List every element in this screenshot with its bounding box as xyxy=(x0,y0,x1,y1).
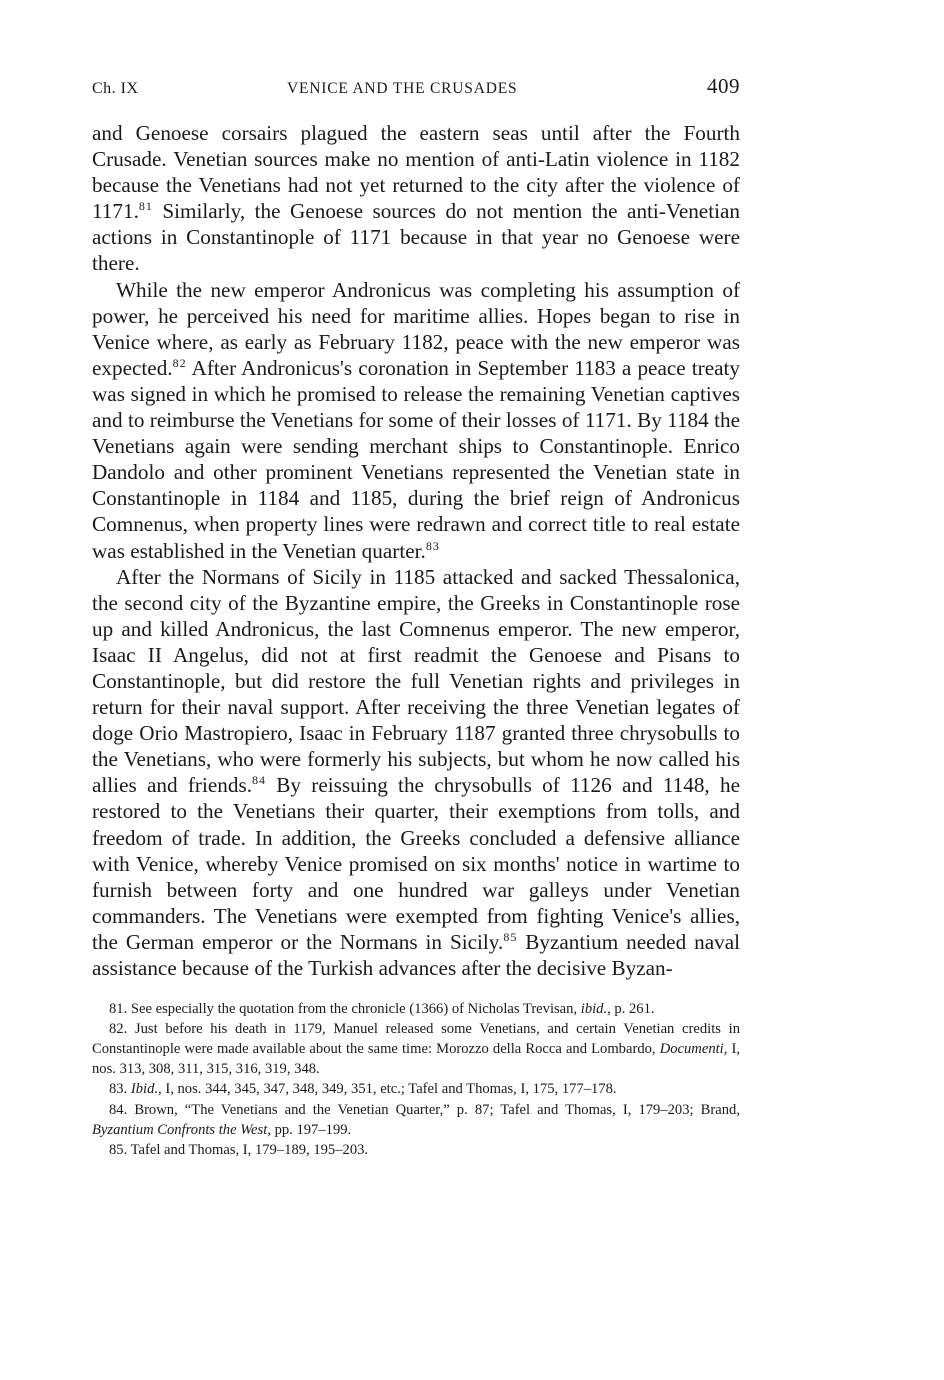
body-text xyxy=(92,120,740,981)
paragraph-1-text-cont: Similarly, the Genoese sources do not mention the anti-Venetian actions in Constantinople of 1171 because in that year no Genoese were there. xyxy=(92,199,740,276)
footnote-84-italic: Byzantium Confronts the West, xyxy=(92,1121,271,1138)
running-head xyxy=(92,74,740,104)
footnote-82-text: 82. Just before his death in 1179, Manuel released some Venetians, and certain Venetian credits in Constantinople were made available about the same time: Morozzo della Rocca and Lombardo, xyxy=(92,1021,740,1058)
footnote-83 xyxy=(92,1079,740,1099)
footnote-ref-85: 85 xyxy=(503,929,518,944)
footnote-81-end: p. 261. xyxy=(610,1001,655,1018)
footnote-84 xyxy=(92,1100,740,1140)
chapter-label: Ch. IX xyxy=(92,80,139,97)
footnote-ref-81: 81 xyxy=(138,199,153,214)
footnote-ref-82: 82 xyxy=(172,355,187,370)
footnote-85: 85. Tafel and Thomas, I, 179–189, 195–203. xyxy=(109,1141,369,1158)
paragraph-3-text-cont: By reissuing the chrysobulls of 1126 and 1148, he restored to the Venetians their quarter, their exemptions from tolls, and freedom of trade. In addition, the Greeks concluded a defensive alliance with Venice, whereby Venice promised on six months' notice in wartime to furnish between forty and one hundred war galleys under Venetian commanders. The Venetians were exempted from fighting Venice's allies, the German emperor or the Normans in Sicily. xyxy=(92,773,740,954)
paragraph-3-text: After the Normans of Sicily in 1185 attacked and sacked Thessalonica, the second city of the Byzantine empire, the Greeks in Constantinople rose up and killed Andronicus, the last Comnenus emperor. The new emperor, Isaac II Angelus, did not at first readmit the Genoese and Pisans to Constantinople, but did restore the full Venetian rights and privileges in return for their naval support. After receiving the three Venetian legates of doge Orio Mastropiero, Isaac in February 1187 granted three chrysobulls to the Venetians, who were formerly his subjects, but whom he now called his allies and friends. xyxy=(92,564,740,798)
footnotes xyxy=(92,999,740,1160)
paragraph-1-text: and Genoese corsairs plagued the eastern seas until after the Fourth Crusade. Venetian sources make no mention of anti-Latin violence in 1182 because the Venetians had not yet returned to the city after the violence of 1171. xyxy=(92,121,740,224)
running-title: VENICE AND THE CRUSADES xyxy=(287,80,518,97)
footnote-83-italic: Ibid., xyxy=(130,1081,162,1098)
footnote-81 xyxy=(92,999,740,1019)
footnote-81-text: 81. See especially the quotation from the chronicle (1366) of Nicholas Trevisan, xyxy=(109,1001,581,1018)
footnote-83-end: I, nos. 344, 345, 347, 348, 349, 351, etc.; Tafel and Thomas, I, 175, 177–178. xyxy=(161,1081,617,1098)
book-page xyxy=(92,74,740,1160)
paragraph-2-text: While the new emperor Andronicus was completing his assumption of power, he perceived his need for maritime allies. Hopes began to rise in Venice where, as early as February 1182, peace with the new emperor was expected. xyxy=(92,277,740,380)
paragraph-3 xyxy=(92,564,740,982)
footnote-ref-83: 83 xyxy=(425,538,440,553)
footnote-83-text: 83. xyxy=(109,1081,131,1098)
footnote-81-italic: ibid., xyxy=(580,1001,611,1018)
paragraph-2 xyxy=(92,277,740,564)
footnote-ref-84: 84 xyxy=(252,773,266,788)
footnote-84-end: pp. 197–199. xyxy=(270,1121,352,1138)
page-number: 409 xyxy=(707,74,740,98)
paragraph-3-text-end: Byzantium needed naval assistance because of the Turkish advances after the decisive Byzan- xyxy=(92,929,740,980)
footnote-82-end: I, nos. 313, 308, 311, 315, 316, 319, 348. xyxy=(92,1041,740,1078)
footnote-82 xyxy=(92,1019,740,1079)
footnote-84-text: 84. Brown, “The Venetians and the Venetian Quarter,” p. 87; Tafel and Thomas, I, 179–203; Brand, xyxy=(109,1101,740,1118)
footnote-82-italic: Documenti, xyxy=(659,1041,728,1058)
paragraph-2-text-cont: After Andronicus's coronation in September 1183 a peace treaty was signed in which he promised to release the remaining Venetian captives and to reimburse the Venetians for some of their losses of 1171. By 1184 the Venetians again were sending merchant ships to Constantinople. Enrico Dandolo and other prominent Venetians represented the Venetian state in Constantinople in 1184 and 1185, during the brief reign of Andronicus Comnenus, when property lines were redrawn and correct title to real estate was established in the Venetian quarter. xyxy=(92,355,740,563)
paragraph-1 xyxy=(92,120,740,277)
